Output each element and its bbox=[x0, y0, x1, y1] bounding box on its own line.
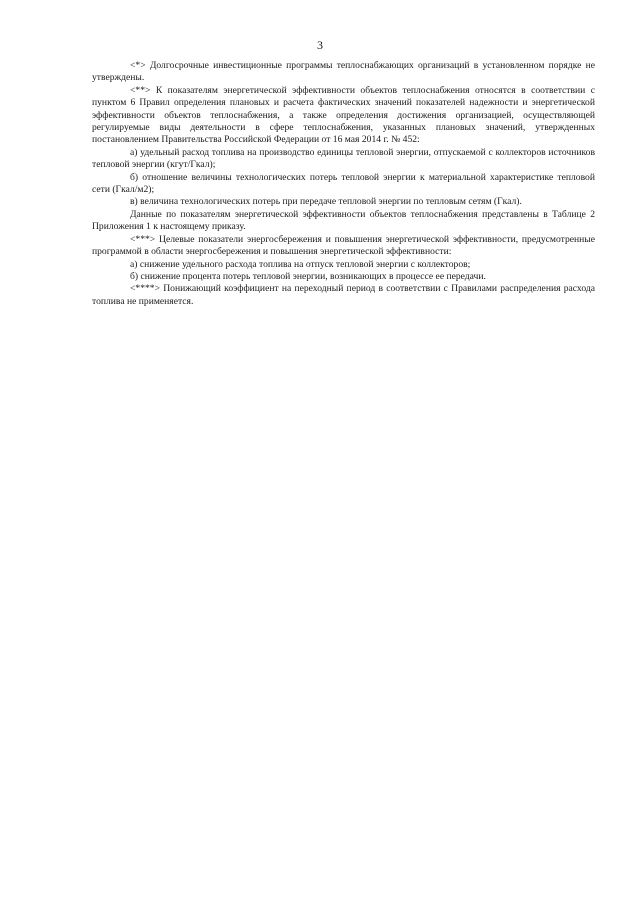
footnote-reduction-coefficient: <****> Понижающий коэффициент на переходный период в соответствии с Правилами распределения расхода топлива не применяется. bbox=[92, 283, 595, 307]
list-item-c-technological-losses: в) величина технологических потерь при передаче тепловой энергии по тепловым сетям (Гкал). bbox=[130, 196, 522, 208]
paragraph-data-reference: Данные по показателям энергетической эффективности объектов теплоснабжения представлены в Таблице 2 Приложения 1 к настоящему приказу. bbox=[92, 208, 595, 233]
footnote-investment-programs: <*> Долгосрочные инвестиционные программы теплоснабжающих организаций в установленном порядке не утверждены. bbox=[92, 60, 595, 84]
page-number: 3 bbox=[317, 38, 323, 52]
document-body bbox=[92, 60, 595, 308]
footnote-energy-efficiency-indicators: <**> К показателям энергетической эффективности объектов теплоснабжения относятся в соответствии с пунктом 6 Правил определения плановых и расчета фактических значений показателей надежности и энергетической эффективности объектов теплоснабжения, а также определения достижения организацией, осуществляющей регулируемые виды деятельности в сфере теплоснабжения, указанных плановых значений, утвержденных постановлением Правительства Российской Федерации от 16 мая 2014 г. № 452: bbox=[92, 84, 595, 146]
footnote-target-indicators: <***> Целевые показатели энергосбережения и повышения энергетической эффективности, предусмотренные программой в области энергосбережения и повышения энергетической эффективности: bbox=[92, 233, 595, 258]
list-item-b-loss-reduction: б) снижение процента потерь тепловой энергии, возникающих в процессе ее передачи. bbox=[130, 270, 486, 282]
list-item-a-fuel-reduction: а) снижение удельного расхода топлива на отпуск тепловой энергии с коллекторов; bbox=[130, 258, 471, 270]
list-item-b-heat-loss-ratio: б) отношение величины технологических потерь тепловой энергии к материальной характеристике тепловой сети (Гкал/м2); bbox=[92, 171, 595, 196]
list-item-a-fuel-consumption: а) удельный расход топлива на производство единицы тепловой энергии, отпускаемой с коллекторов источников тепловой энергии (кгут/Гкал); bbox=[92, 146, 595, 171]
